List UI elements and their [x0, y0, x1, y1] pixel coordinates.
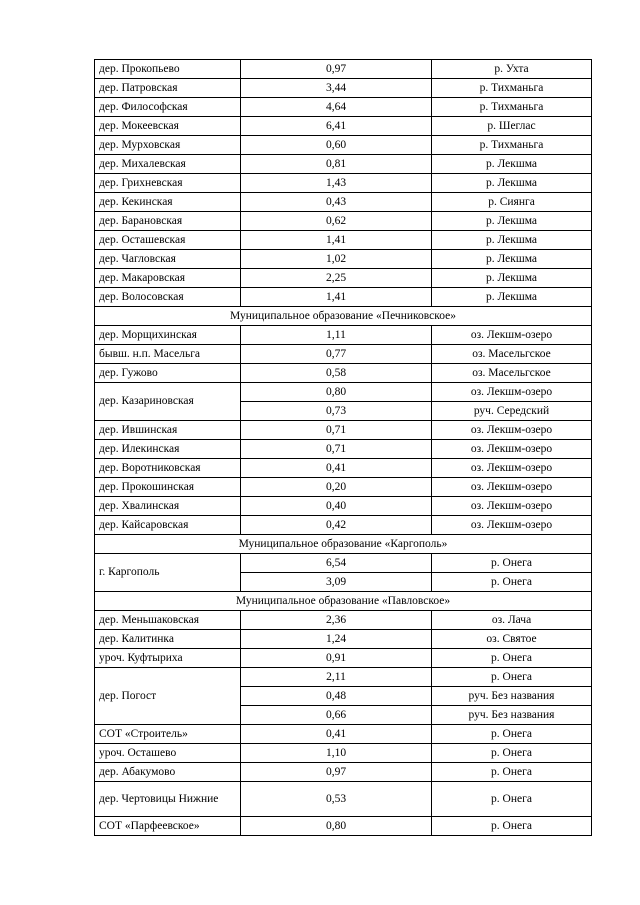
table-row [95, 817, 592, 836]
settlement-name: дер. Погост [95, 668, 241, 725]
distance-cell: 0,48 [241, 687, 432, 706]
settlements-table [94, 59, 592, 836]
settlement-name: дер. Патровская [95, 79, 241, 98]
settlement-name: дер. Абакумово [95, 763, 241, 782]
water-body-cell: оз. Лекшм-озеро [432, 516, 592, 535]
water-body-cell: оз. Лекшм-озеро [432, 440, 592, 459]
distance-cell: 0,60 [241, 136, 432, 155]
distance-cell: 0,80 [241, 383, 432, 402]
distance-cell: 3,44 [241, 79, 432, 98]
distance-cell: 0,77 [241, 345, 432, 364]
settlement-name: бывш. н.п. Масельга [95, 345, 241, 364]
water-body-cell: р. Тихманьга [432, 136, 592, 155]
table-body [95, 60, 592, 836]
settlement-name: дер. Кекинская [95, 193, 241, 212]
water-body-cell: оз. Лекшм-озеро [432, 421, 592, 440]
settlement-name: дер. Гужово [95, 364, 241, 383]
water-body-cell: оз. Лекшм-озеро [432, 459, 592, 478]
distance-cell: 1,11 [241, 326, 432, 345]
water-body-cell: р. Тихманьга [432, 79, 592, 98]
settlement-name: СОТ «Строитель» [95, 725, 241, 744]
settlement-name: дер. Калитинка [95, 630, 241, 649]
distance-cell: 2,25 [241, 269, 432, 288]
distance-cell: 4,64 [241, 98, 432, 117]
table-row [95, 554, 592, 573]
table-row [95, 668, 592, 687]
water-body-cell: р. Онега [432, 782, 592, 817]
distance-cell: 1,41 [241, 231, 432, 250]
settlement-name: дер. Илекинская [95, 440, 241, 459]
water-body-cell: р. Лекшма [432, 250, 592, 269]
water-body-cell: р. Онега [432, 725, 592, 744]
settlement-name: дер. Осташевская [95, 231, 241, 250]
table-row [95, 326, 592, 345]
table-row [95, 174, 592, 193]
table-row [95, 98, 592, 117]
table-row [95, 136, 592, 155]
section-row [95, 535, 592, 554]
table-row [95, 497, 592, 516]
distance-cell: 0,66 [241, 706, 432, 725]
water-body-cell: р. Онега [432, 573, 592, 592]
water-body-cell: оз. Лекшм-озеро [432, 478, 592, 497]
table-row [95, 212, 592, 231]
table-row [95, 269, 592, 288]
distance-cell: 6,41 [241, 117, 432, 136]
water-body-cell: оз. Лекшм-озеро [432, 383, 592, 402]
table-row [95, 782, 592, 817]
water-body-cell: р. Лекшма [432, 269, 592, 288]
settlement-name: дер. Чертовицы Нижние [95, 782, 241, 817]
water-body-cell: оз. Лекшм-озеро [432, 326, 592, 345]
settlement-name: уроч. Куфтыриха [95, 649, 241, 668]
table-row [95, 744, 592, 763]
water-body-cell: руч. Без названия [432, 687, 592, 706]
settlement-name: дер. Хвалинская [95, 497, 241, 516]
table-row [95, 478, 592, 497]
table-row [95, 611, 592, 630]
table-row [95, 364, 592, 383]
section-title: Муниципальное образование «Печниковское» [95, 307, 592, 326]
table-row [95, 231, 592, 250]
distance-cell: 3,09 [241, 573, 432, 592]
settlement-name: дер. Кайсаровская [95, 516, 241, 535]
settlement-name: уроч. Осташево [95, 744, 241, 763]
settlement-name: дер. Мокеевская [95, 117, 241, 136]
water-body-cell: р. Ухта [432, 60, 592, 79]
settlement-name: дер. Прокошинская [95, 478, 241, 497]
distance-cell: 0,97 [241, 60, 432, 79]
settlement-name: дер. Михалевская [95, 155, 241, 174]
settlement-name: дер. Морщихинская [95, 326, 241, 345]
distance-cell: 2,11 [241, 668, 432, 687]
water-body-cell: р. Лекшма [432, 288, 592, 307]
section-row [95, 592, 592, 611]
section-title: Муниципальное образование «Павловское» [95, 592, 592, 611]
settlement-name: дер. Казариновская [95, 383, 241, 421]
water-body-cell: оз. Масельгское [432, 345, 592, 364]
table-row [95, 288, 592, 307]
water-body-cell: р. Лекшма [432, 155, 592, 174]
distance-cell: 0,20 [241, 478, 432, 497]
distance-cell: 0,43 [241, 193, 432, 212]
table-row [95, 250, 592, 269]
settlement-name: СОТ «Парфеевское» [95, 817, 241, 836]
settlement-name: дер. Чагловская [95, 250, 241, 269]
distance-cell: 0,40 [241, 497, 432, 516]
settlement-name: дер. Философская [95, 98, 241, 117]
water-body-cell: р. Онега [432, 763, 592, 782]
water-body-cell: р. Лекшма [432, 212, 592, 231]
table-row [95, 117, 592, 136]
water-body-cell: р. Сиянга [432, 193, 592, 212]
distance-cell: 1,02 [241, 250, 432, 269]
water-body-cell: оз. Лекшм-озеро [432, 497, 592, 516]
settlement-name: дер. Макаровская [95, 269, 241, 288]
table-row [95, 383, 592, 402]
distance-cell: 6,54 [241, 554, 432, 573]
water-body-cell: оз. Лача [432, 611, 592, 630]
table-row [95, 649, 592, 668]
distance-cell: 0,62 [241, 212, 432, 231]
water-body-cell: р. Лекшма [432, 174, 592, 193]
water-body-cell: р. Шеглас [432, 117, 592, 136]
table-row [95, 630, 592, 649]
distance-cell: 1,10 [241, 744, 432, 763]
distance-cell: 0,81 [241, 155, 432, 174]
section-title: Муниципальное образование «Каргополь» [95, 535, 592, 554]
water-body-cell: р. Онега [432, 649, 592, 668]
distance-cell: 0,58 [241, 364, 432, 383]
settlement-name: дер. Прокопьево [95, 60, 241, 79]
distance-cell: 2,36 [241, 611, 432, 630]
water-body-cell: оз. Святое [432, 630, 592, 649]
water-body-cell: оз. Масельгское [432, 364, 592, 383]
water-body-cell: руч. Середский [432, 402, 592, 421]
table-row [95, 421, 592, 440]
distance-cell: 0,71 [241, 421, 432, 440]
water-body-cell: р. Тихманьга [432, 98, 592, 117]
settlement-name: дер. Воротниковская [95, 459, 241, 478]
settlement-name: дер. Ившинская [95, 421, 241, 440]
settlement-name: г. Каргополь [95, 554, 241, 592]
table-row [95, 459, 592, 478]
distance-cell: 0,53 [241, 782, 432, 817]
table-row [95, 193, 592, 212]
table-row [95, 516, 592, 535]
settlement-name: дер. Барановская [95, 212, 241, 231]
settlement-name: дер. Волосовская [95, 288, 241, 307]
table-row [95, 345, 592, 364]
table-row [95, 79, 592, 98]
water-body-cell: руч. Без названия [432, 706, 592, 725]
distance-cell: 0,71 [241, 440, 432, 459]
settlement-name: дер. Грихневская [95, 174, 241, 193]
distance-cell: 0,91 [241, 649, 432, 668]
distance-cell: 0,97 [241, 763, 432, 782]
table-row [95, 60, 592, 79]
distance-cell: 0,73 [241, 402, 432, 421]
water-body-cell: р. Онега [432, 817, 592, 836]
distance-cell: 1,41 [241, 288, 432, 307]
table-row [95, 155, 592, 174]
distance-cell: 0,41 [241, 725, 432, 744]
distance-cell: 1,43 [241, 174, 432, 193]
distance-cell: 1,24 [241, 630, 432, 649]
water-body-cell: р. Онега [432, 744, 592, 763]
settlement-name: дер. Меньшаковская [95, 611, 241, 630]
table-row [95, 440, 592, 459]
water-body-cell: р. Онега [432, 668, 592, 687]
table-row [95, 763, 592, 782]
water-body-cell: р. Онега [432, 554, 592, 573]
settlement-name: дер. Мурховская [95, 136, 241, 155]
distance-cell: 0,80 [241, 817, 432, 836]
section-row [95, 307, 592, 326]
distance-cell: 0,41 [241, 459, 432, 478]
table-row [95, 725, 592, 744]
distance-cell: 0,42 [241, 516, 432, 535]
water-body-cell: р. Лекшма [432, 231, 592, 250]
